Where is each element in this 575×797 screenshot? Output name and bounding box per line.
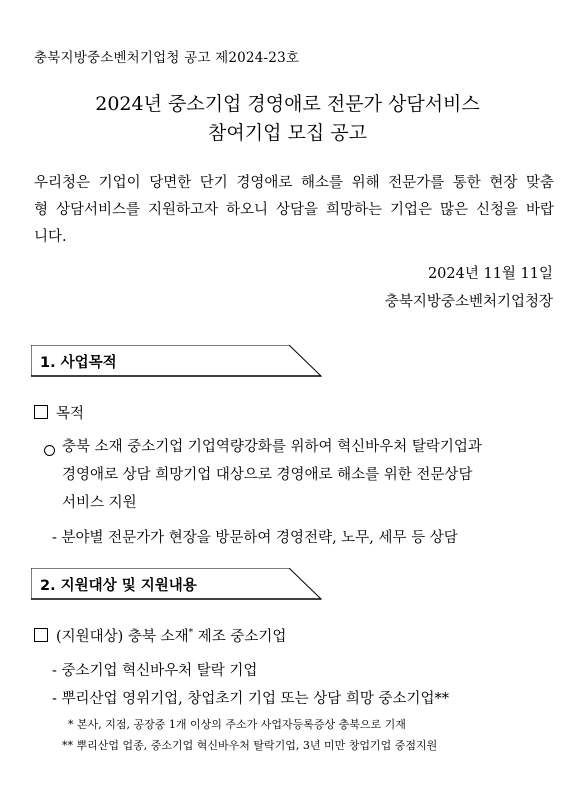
notice-date: 2024년 11월 11일 <box>427 266 553 282</box>
issuer-name: 충북지방중소벤처기업청장 <box>384 294 553 310</box>
purpose-detail-line-1: 충북 소재 중소기업 기업역량강화를 위하여 혁신바우처 탈락기업과 <box>62 439 482 455</box>
section-heading-1-label: 1. 사업목적 <box>40 355 117 371</box>
page-subtitle: 참여기업 모집 공고 <box>208 122 367 144</box>
target-dash-item-1: - 중소기업 혁신바우처 탈락 기업 <box>52 663 258 679</box>
checkbox-square-icon <box>34 405 48 419</box>
footnote-1: * 본사, 지점, 공장중 1개 이상의 주소가 사업자등록증상 충북으로 기재 <box>68 718 406 731</box>
page-title: 2024년 중소기업 경영애로 전문가 상담서비스 <box>95 93 480 115</box>
section-heading-1 <box>31 345 323 377</box>
target-footnote-mark: * <box>188 628 194 639</box>
section-heading-2 <box>31 568 323 600</box>
target-dash-item-2: - 뿌리산업 영위기업, 창업초기 기업 또는 상담 희망 중소기업** <box>52 691 450 707</box>
target-item <box>34 625 286 646</box>
footnote-2: ** 뿌리산업 업종, 중소기업 혁신바우처 탈락기업, 3년 미만 창업기업 중점지원 <box>62 739 438 752</box>
purpose-detail-line-2: 경영애로 상담 희망기업 대상으로 경영애로 해소를 위한 전문상담 <box>62 467 473 483</box>
purpose-item <box>34 402 84 423</box>
target-item-text-a: 충북 소재 <box>127 629 189 645</box>
notice-number: 충북지방중소벤처기업청 공고 제2024-23호 <box>34 50 300 66</box>
purpose-item-label: 목적 <box>56 406 85 422</box>
bullet-circle-icon-1 <box>44 442 55 461</box>
target-item-text-b: 제조 중소기업 <box>197 629 287 645</box>
checkbox-square-icon <box>34 628 48 642</box>
intro-paragraph: 우리청은 기업이 당면한 단기 경영애로 해소를 위해 전문가를 통한 현장 맞춤형 상담서비스를 지원하고자 하오니 상담을 희망하는 기업은 많은 신청을 바랍니다. <box>34 175 554 245</box>
section-heading-2-label: 2. 지원대상 및 지원내용 <box>40 578 197 594</box>
purpose-dash-item: - 분야별 전문가가 현장을 방문하여 경영전략, 노무, 세무 등 상담 <box>52 530 458 546</box>
purpose-detail-line-3: 서비스 지원 <box>62 495 137 511</box>
target-item-label: (지원대상) <box>56 629 124 645</box>
